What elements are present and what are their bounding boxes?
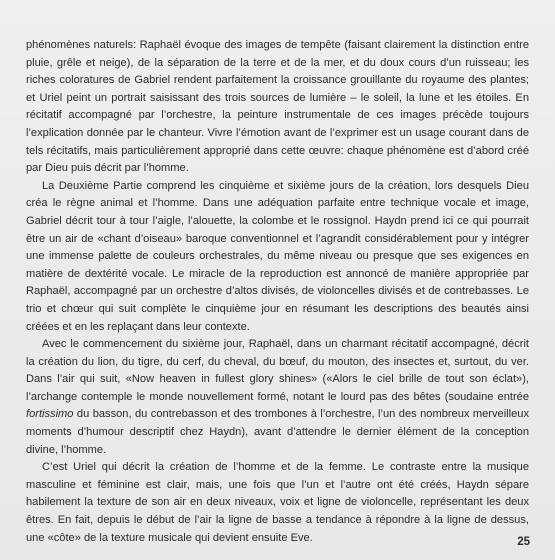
- paragraph-text: phénomènes naturels: Raphaël évoque des images de tempête (faisant clairement la distinction entre pluie, grêle et neige), de la séparation de la terre et de la mer, et du doux cours d’un ruisseau; les riches coloratures de Gabriel rendent parfaitement la croissance grouillante du royaume des plantes; et Uriel peint un portrait saisissant des trois sources de lumière – le soleil, la lune et les étoiles. En récitatif accompagné par l’orchestre, la peinture instrumentale de ces images précède toujours l’explication donnée par le chanteur. Vivre l’émotion avant de l’exprimer est un usage courant dans de tels récitatifs, mais particulièrement approprié dans cette œuvre: chaque phénomène est d’abord créé par Dieu puis décrit par l’homme.: [26, 39, 529, 175]
- page-number: 25: [517, 536, 530, 548]
- paragraph-text: Avec le commencement du sixième jour, Raphaël, dans un charmant récitatif accompagné, décrit la création du lion, du tigre, du cerf, du cheval, du bœuf, du mouton, des insectes et, surtout, du ver. Dans l’air qui suit, «Now heaven in fullest glory shines» («Alors le ciel brille de tout son éclat»), l’archange contemple le monde nouvellement formé, notant le lourd pas des bêtes (soudaine entrée: [26, 338, 529, 403]
- body-text: [26, 37, 529, 547]
- paragraph: [26, 178, 529, 336]
- paragraph-text: C’est Uriel qui décrit la création de l’homme et de la femme. Le contraste entre la musique masculine et féminine est clair, mais, une fois que l’un et l’autre ont été créés, Haydn sépare habilement la texture de son air en deux niveaux, voix et ligne de violoncelle, représentant les deux êtres. En fait, depuis le début de l’air la ligne de basse a tendance à répondre à la ligne de dessus, une «côte» de la texture musicale qui devient ensuite Eve.: [26, 461, 529, 544]
- paragraph-text: La Deuxième Partie comprend les cinquième et sixième jours de la création, lors desquels Dieu créa le règne animal et l’homme. Dans une adéquation parfaite entre technique vocale et image, Gabriel décrit tour à tour l’aigle, l’alouette, la colombe et le rossignol. Haydn prend ici ce qui pourrait être un air de «chant d’oiseau» baroque conventionnel et l’agrandit considérablement pour y intégrer une immense palette de couleurs orchestrales, du même niveau ou presque que ses exigences en matière de dextérité vocale. Le miracle de la reproduction est annoncé de manière appropriée par Raphaël, accompagné par un orchestre d’altos divisés, de violoncelles divisés et de contrebasses. Le trio et chœur qui suit complète le cinquième jour en résumant les descriptions des beautés ainsi créées et en les replaçant dans leur contexte.: [26, 179, 529, 333]
- paragraph-text: du basson, du contrebasson et des trombones à l’orchestre, l’un des nombreux merveilleux moments d’humour descriptif chez Haydn), avant d’attendre le dernier élément de la conception divine, l’homme.: [26, 408, 529, 456]
- italic-term: fortissimo: [26, 408, 74, 421]
- paragraph: [26, 459, 529, 547]
- paragraph: [26, 336, 529, 459]
- paragraph: [26, 37, 529, 178]
